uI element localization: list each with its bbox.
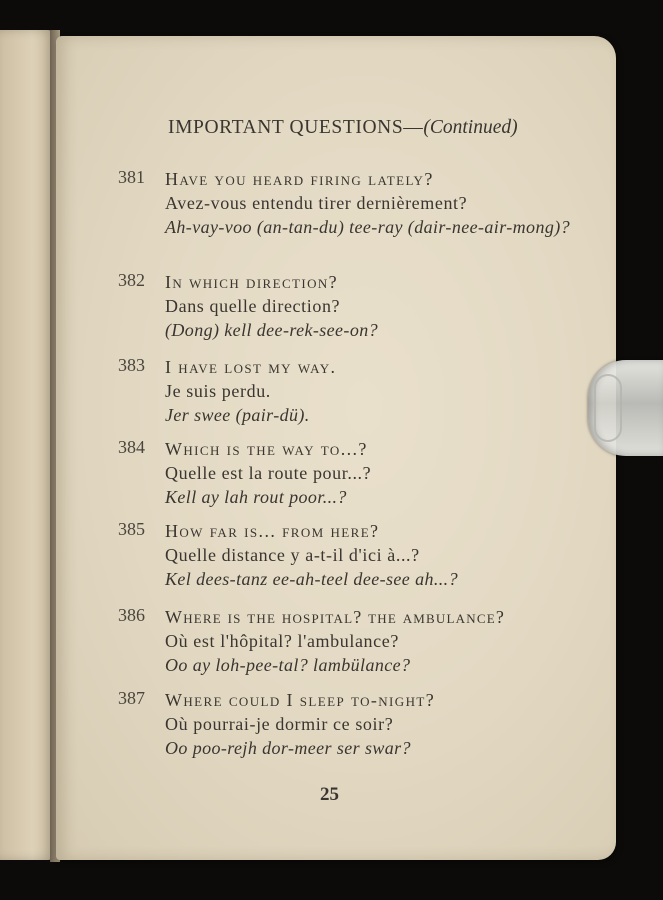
french-translation: Dans quelle direction?: [165, 296, 341, 316]
english-phrase: I have lost my way.: [165, 357, 337, 377]
left-page-edge: [0, 30, 54, 860]
page-header: [168, 117, 518, 139]
phonetic-text: Ah-vay-voo (an-tan-du) tee-ray (dair-nee-air-mong)?: [165, 217, 571, 237]
english-phrase: Which is the way to...?: [165, 439, 368, 459]
phonetic-pronunciation: Jer swee (pair-dü).: [165, 405, 310, 425]
entry-number: 386: [118, 605, 145, 625]
header-title: IMPORTANT QUESTIONS—: [168, 117, 424, 138]
french-translation: Avez-vous entendu tirer dernièrement?: [165, 193, 468, 213]
french-translation: Quelle distance y a-t-il d'ici à...?: [165, 545, 420, 565]
phonetic-pronunciation: Oo ay loh-pee-tal? lambülance?: [165, 655, 411, 675]
phonetic-pronunciation: (Dong) kell dee-rek-see-on?: [165, 320, 379, 340]
english-phrase: How far is... from here?: [165, 521, 380, 541]
page-clip-loop: [594, 374, 622, 442]
entry-number: 383: [118, 355, 145, 375]
phonetic-pronunciation: Kel dees-tanz ee-ah-teel dee-see ah...?: [165, 569, 458, 589]
entry-number: 387: [118, 688, 145, 708]
english-phrase: In which direction?: [165, 272, 339, 292]
entry-number: 381: [118, 167, 145, 187]
french-translation: Où est l'hôpital? l'ambulance?: [165, 631, 399, 651]
phonetic-pronunciation: Kell ay lah rout poor...?: [165, 487, 347, 507]
french-translation: Où pourrai-je dormir ce soir?: [165, 714, 394, 734]
entry-number: 382: [118, 270, 145, 290]
english-phrase: Have you heard firing lately?: [165, 169, 434, 189]
phonetic-pronunciation: Oo poo-rejh dor-meer ser swar?: [165, 738, 411, 758]
english-phrase: Where could I sleep to-night?: [165, 690, 436, 710]
phonetic-pronunciation: [165, 215, 583, 239]
header-continued: (Continued): [423, 117, 518, 138]
page-clip: [588, 360, 663, 456]
page-number: 25: [320, 784, 339, 805]
entry-number: 384: [118, 437, 145, 457]
entry-number: 385: [118, 519, 145, 539]
french-translation: Je suis perdu.: [165, 381, 271, 401]
french-translation: Quelle est la route pour...?: [165, 463, 372, 483]
english-phrase: Where is the hospital? the ambulance?: [165, 607, 506, 627]
